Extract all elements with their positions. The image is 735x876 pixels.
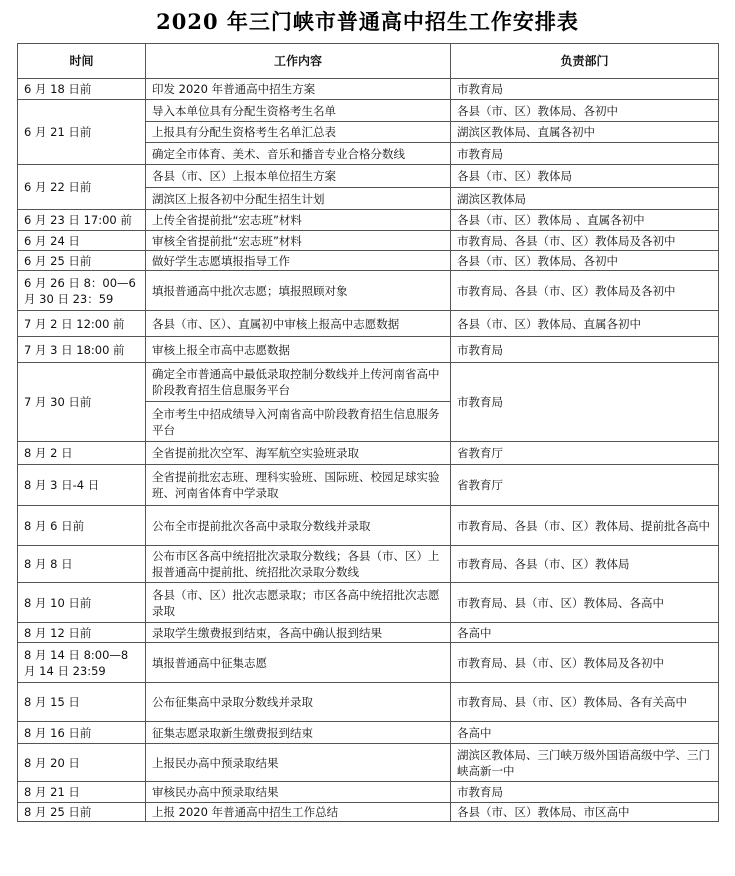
table-row <box>18 546 719 583</box>
time-cell: 8 月 8 日 <box>18 546 146 583</box>
time-cell: 6 月 25 日前 <box>18 251 146 271</box>
dept-cell: 各县（市、区）教体局、各初中 <box>451 100 719 122</box>
dept-cell: 各县（市、区）教体局 <box>451 165 719 188</box>
content-cell: 录取学生缴费报到结束，各高中确认报到结果 <box>146 623 451 643</box>
table-row <box>18 231 719 251</box>
table-header-row <box>18 44 719 79</box>
dept-cell: 市教育局 <box>451 337 719 363</box>
content-cell: 全省提前批宏志班、理科实验班、国际班、校园足球实验班、河南省体育中学录取 <box>146 465 451 506</box>
dept-cell: 湖滨区教体局、直属各初中 <box>451 122 719 143</box>
content-cell: 各县（市、区）批次志愿录取；市区各高中统招批次志愿录取 <box>146 583 451 623</box>
dept-cell: 市教育局 <box>451 79 719 100</box>
content-cell: 做好学生志愿填报指导工作 <box>146 251 451 271</box>
table-row <box>18 251 719 271</box>
time-cell: 8 月 14 日 8:00—8 月 14 日 23:59 <box>18 643 146 683</box>
table-row <box>18 311 719 337</box>
content-cell: 审核全省提前批“宏志班”材料 <box>146 231 451 251</box>
table-row <box>18 165 719 188</box>
time-cell: 8 月 15 日 <box>18 683 146 722</box>
content-cell: 印发 2020 年普通高中招生方案 <box>146 79 451 100</box>
dept-cell: 各县（市、区）教体局 、直属各初中 <box>451 210 719 231</box>
table-row <box>18 583 719 623</box>
content-cell: 填报普通高中征集志愿 <box>146 643 451 683</box>
content-cell: 各县（市、区）、直属初中审核上报高中志愿数据 <box>146 311 451 337</box>
content-cell: 全省提前批次空军、海军航空实验班录取 <box>146 442 451 465</box>
content-cell: 各县（市、区）上报本单位招生方案 <box>146 165 451 188</box>
dept-cell: 湖滨区教体局、三门峡万级外国语高级中学、三门峡高新一中 <box>451 744 719 782</box>
dept-cell: 市教育局、各县（市、区）教体局 <box>451 546 719 583</box>
dept-cell: 各高中 <box>451 623 719 643</box>
dept-cell: 各县（市、区）教体局、直属各初中 <box>451 311 719 337</box>
time-cell: 8 月 21 日 <box>18 782 146 803</box>
table-row <box>18 79 719 100</box>
content-cell: 确定全市普通高中最低录取控制分数线并上传河南省高中阶段教育招生信息服务平台 <box>146 363 451 402</box>
table-row <box>18 442 719 465</box>
dept-cell: 市教育局、各县（市、区）教体局及各初中 <box>451 231 719 251</box>
time-cell: 7 月 2 日 12:00 前 <box>18 311 146 337</box>
content-cell: 审核民办高中预录取结果 <box>146 782 451 803</box>
time-cell: 6 月 26 日 8：00—6 月 30 日 23：59 <box>18 271 146 311</box>
time-cell: 6 月 23 日 17:00 前 <box>18 210 146 231</box>
time-cell: 8 月 10 日前 <box>18 583 146 623</box>
table-row <box>18 337 719 363</box>
dept-cell: 市教育局、各县（市、区）教体局及各初中 <box>451 271 719 311</box>
dept-cell: 市教育局 <box>451 143 719 165</box>
schedule-table <box>17 43 719 822</box>
time-cell: 6 月 21 日前 <box>18 100 146 165</box>
content-cell: 填报普通高中批次志愿；填报照顾对象 <box>146 271 451 311</box>
table-row <box>18 506 719 546</box>
time-cell: 8 月 12 日前 <box>18 623 146 643</box>
content-cell: 湖滨区上报各初中分配生招生计划 <box>146 188 451 210</box>
table-row <box>18 744 719 782</box>
content-cell: 公布全市提前批次各高中录取分数线并录取 <box>146 506 451 546</box>
time-cell: 6 月 24 日 <box>18 231 146 251</box>
time-cell: 8 月 6 日前 <box>18 506 146 546</box>
dept-cell: 省教育厅 <box>451 465 719 506</box>
time-cell: 6 月 22 日前 <box>18 165 146 210</box>
content-cell: 上报具有分配生资格考生名单汇总表 <box>146 122 451 143</box>
dept-cell: 市教育局 <box>451 782 719 803</box>
content-cell: 导入本单位具有分配生资格考生名单 <box>146 100 451 122</box>
content-cell: 确定全市体育、美术、音乐和播音专业合格分数线 <box>146 143 451 165</box>
content-cell: 公布市区各高中统招批次录取分数线；各县（市、区）上报普通高中提前批、统招批次录取分数线 <box>146 546 451 583</box>
table-row <box>18 623 719 643</box>
dept-cell: 湖滨区教体局 <box>451 188 719 210</box>
table-row <box>18 465 719 506</box>
table-row <box>18 271 719 311</box>
table-row <box>18 210 719 231</box>
dept-cell: 市教育局、县（市、区）教体局、各有关高中 <box>451 683 719 722</box>
content-cell: 征集志愿录取新生缴费报到结束 <box>146 722 451 744</box>
time-cell: 6 月 18 日前 <box>18 79 146 100</box>
header-dept: 负责部门 <box>451 44 719 79</box>
content-cell: 全市考生中招成绩导入河南省高中阶段教育招生信息服务平台 <box>146 402 451 442</box>
table-row <box>18 363 719 402</box>
content-cell: 审核上报全市高中志愿数据 <box>146 337 451 363</box>
time-cell: 7 月 30 日前 <box>18 363 146 442</box>
table-row <box>18 722 719 744</box>
header-time: 时间 <box>18 44 146 79</box>
time-cell: 8 月 16 日前 <box>18 722 146 744</box>
time-cell: 8 月 2 日 <box>18 442 146 465</box>
table-row <box>18 683 719 722</box>
dept-cell: 省教育厅 <box>451 442 719 465</box>
dept-cell: 市教育局、各县（市、区）教体局、提前批各高中 <box>451 506 719 546</box>
time-cell: 8 月 3 日-4 日 <box>18 465 146 506</box>
table-row <box>18 100 719 122</box>
dept-cell: 市教育局 <box>451 363 719 442</box>
content-cell: 公布征集高中录取分数线并录取 <box>146 683 451 722</box>
dept-cell: 各县（市、区）教体局、市区高中 <box>451 803 719 822</box>
dept-cell: 市教育局、县（市、区）教体局、各高中 <box>451 583 719 623</box>
table-row <box>18 782 719 803</box>
table-row <box>18 643 719 683</box>
content-cell: 上传全省提前批“宏志班”材料 <box>146 210 451 231</box>
header-content: 工作内容 <box>146 44 451 79</box>
table-row <box>18 803 719 822</box>
content-cell: 上报 2020 年普通高中招生工作总结 <box>146 803 451 822</box>
time-cell: 7 月 3 日 18:00 前 <box>18 337 146 363</box>
time-cell: 8 月 25 日前 <box>18 803 146 822</box>
dept-cell: 各县（市、区）教体局、各初中 <box>451 251 719 271</box>
dept-cell: 市教育局、县（市、区）教体局及各初中 <box>451 643 719 683</box>
content-cell: 上报民办高中预录取结果 <box>146 744 451 782</box>
dept-cell: 各高中 <box>451 722 719 744</box>
page-title: 2020 年三门峡市普通高中招生工作安排表 <box>156 9 579 34</box>
time-cell: 8 月 20 日 <box>18 744 146 782</box>
